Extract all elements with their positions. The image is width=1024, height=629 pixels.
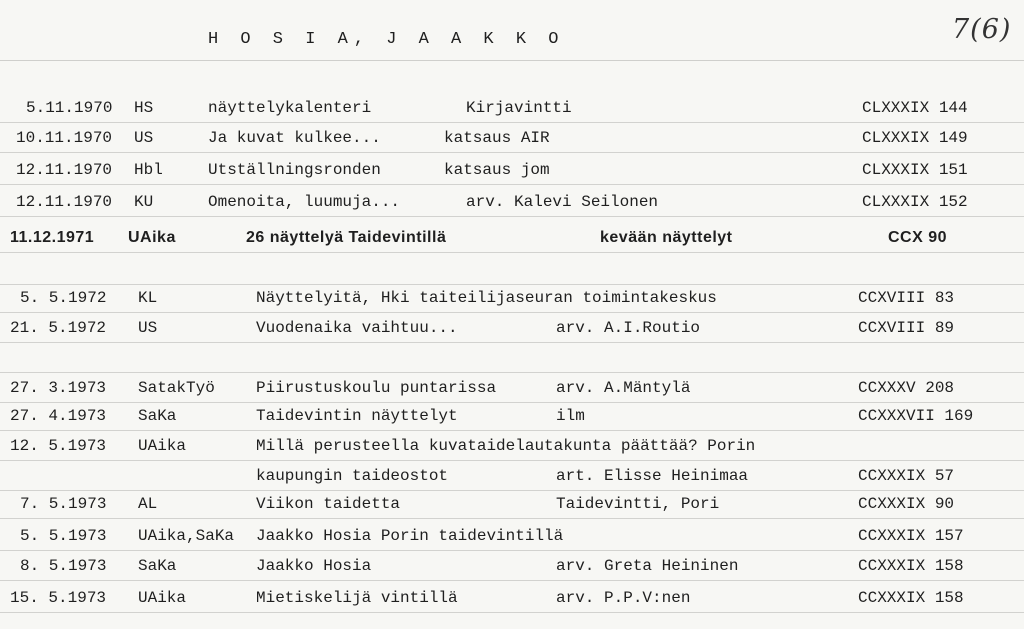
entry-note: arv. A.I.Routio [556, 319, 701, 337]
entry-note: arv. P.P.V:nen [556, 589, 691, 607]
row-rule [0, 342, 1024, 343]
entry-row [0, 552, 1024, 581]
entry-title: 26 näyttelyä Taidevintillä [246, 229, 447, 246]
entry-ref: CCXXXIX 158 [858, 557, 964, 575]
entry-ref: CCXVIII 83 [858, 289, 955, 307]
entry-row [0, 224, 1024, 253]
entry-row [0, 284, 1024, 313]
entry-row [0, 94, 1024, 123]
entry-date: 8. 5.1973 [20, 557, 107, 575]
row-rule [0, 580, 1024, 581]
row-rule [0, 612, 1024, 613]
entry-note: arv. Greta Heininen [556, 557, 739, 575]
entry-source: AL [138, 495, 158, 513]
entry-date: 11.12.1971 [10, 229, 95, 246]
entry-row [0, 402, 1024, 431]
row-rule [0, 122, 1024, 123]
entry-date: 12. 5.1973 [10, 437, 107, 455]
entry-source: UAika [138, 437, 187, 455]
entry-ref: CCXVIII 89 [858, 319, 955, 337]
entry-row [0, 432, 1024, 461]
entry-ref: CCXXXIX 157 [858, 527, 964, 545]
entry-date: 5. 5.1973 [20, 527, 107, 545]
row-rule [0, 312, 1024, 313]
entry-title: kaupungin taideostot [256, 467, 449, 485]
entry-source: SatakTyö [138, 379, 215, 397]
entry-date: 15. 5.1973 [10, 589, 107, 607]
entry-title: Omenoita, luumuja... [208, 193, 401, 211]
entry-note: arv. Kalevi Seilonen [466, 193, 659, 211]
entry-source: KU [134, 193, 154, 211]
entry-note: katsaus AIR [444, 129, 550, 147]
entry-row-empty [0, 256, 1024, 285]
card-heading: H O S I A, J A A K K O [208, 30, 565, 49]
entry-title: Viikon taidetta [256, 495, 401, 513]
entry-date: 10.11.1970 [16, 129, 113, 147]
row-rule [0, 372, 1024, 373]
entry-note: art. Elisse Heinimaa [556, 467, 749, 485]
entry-ref: CLXXXIX 151 [862, 161, 968, 179]
entry-row [0, 374, 1024, 403]
entry-date: 12.11.1970 [16, 161, 113, 179]
entry-note: Taidevintti, Pori [556, 495, 720, 513]
row-rule [0, 152, 1024, 153]
entry-note: kevään näyttelyt [600, 229, 733, 246]
entry-date: 5.11.1970 [26, 99, 113, 117]
entry-note: ilm [556, 407, 585, 425]
entry-ref: CCX 90 [888, 229, 948, 246]
entry-date: 21. 5.1972 [10, 319, 107, 337]
row-rule [0, 518, 1024, 519]
entry-title: Jaakko Hosia Porin taidevintillä [256, 527, 564, 545]
entry-title: Millä perusteella kuvataidelautakunta päättää? Porin [256, 437, 756, 455]
row-rule [0, 430, 1024, 431]
row-rule [0, 460, 1024, 461]
entry-date: 7. 5.1973 [20, 495, 107, 513]
row-rule [0, 252, 1024, 253]
entry-note: katsaus jom [444, 161, 550, 179]
entry-source: US [138, 319, 158, 337]
entry-note: Kirjavintti [466, 99, 572, 117]
entry-ref: CCXXXVII 169 [858, 407, 974, 425]
entry-source: HS [134, 99, 154, 117]
entry-row [0, 490, 1024, 519]
entry-row [0, 522, 1024, 551]
entry-source: UAika,SaKa [138, 527, 235, 545]
entry-source: UAika [128, 229, 176, 246]
entry-ref: CLXXXIX 144 [862, 99, 968, 117]
entry-source: UAika [138, 589, 187, 607]
entry-date: 27. 4.1973 [10, 407, 107, 425]
entry-title: Piirustuskoulu puntarissa [256, 379, 497, 397]
row-rule [0, 216, 1024, 217]
entry-title: Jaakko Hosia [256, 557, 372, 575]
entry-row-continuation [0, 462, 1024, 491]
entry-row [0, 156, 1024, 185]
entry-ref: CCXXXIX 90 [858, 495, 955, 513]
entry-source: US [134, 129, 154, 147]
row-rule [0, 184, 1024, 185]
entry-title: Taidevintin näyttelyt [256, 407, 458, 425]
entry-ref: CCXXXV 208 [858, 379, 955, 397]
entry-row [0, 188, 1024, 217]
entry-ref: CCXXXIX 57 [858, 467, 955, 485]
entry-row [0, 584, 1024, 613]
entry-ref: CLXXXIX 152 [862, 193, 968, 211]
handwritten-card-number: 7(6) [952, 14, 1012, 45]
entry-source: SaKa [138, 407, 177, 425]
entry-title: Ja kuvat kulkee... [208, 129, 381, 147]
entry-date: 12.11.1970 [16, 193, 113, 211]
entry-ref: CCXXXIX 158 [858, 589, 964, 607]
entry-title: Näyttelyitä, Hki taiteilijaseuran toimintakeskus [256, 289, 717, 307]
entry-title: Vuodenaika vaihtuu... [256, 319, 458, 337]
entry-ref: CLXXXIX 149 [862, 129, 968, 147]
entry-source: Hbl [134, 161, 163, 179]
entry-row [0, 314, 1024, 343]
entry-title: näyttelykalenteri [208, 99, 372, 117]
entry-source: SaKa [138, 557, 177, 575]
entry-row [0, 124, 1024, 153]
entry-note: arv. A.Mäntylä [556, 379, 691, 397]
entry-date: 27. 3.1973 [10, 379, 107, 397]
row-rule [0, 550, 1024, 551]
entry-row-empty [0, 344, 1024, 373]
entry-title: Utställningsronden [208, 161, 381, 179]
entry-source: KL [138, 289, 158, 307]
header-rule [0, 60, 1024, 61]
entry-date: 5. 5.1972 [20, 289, 107, 307]
entry-title: Mietiskelijä vintillä [256, 589, 458, 607]
